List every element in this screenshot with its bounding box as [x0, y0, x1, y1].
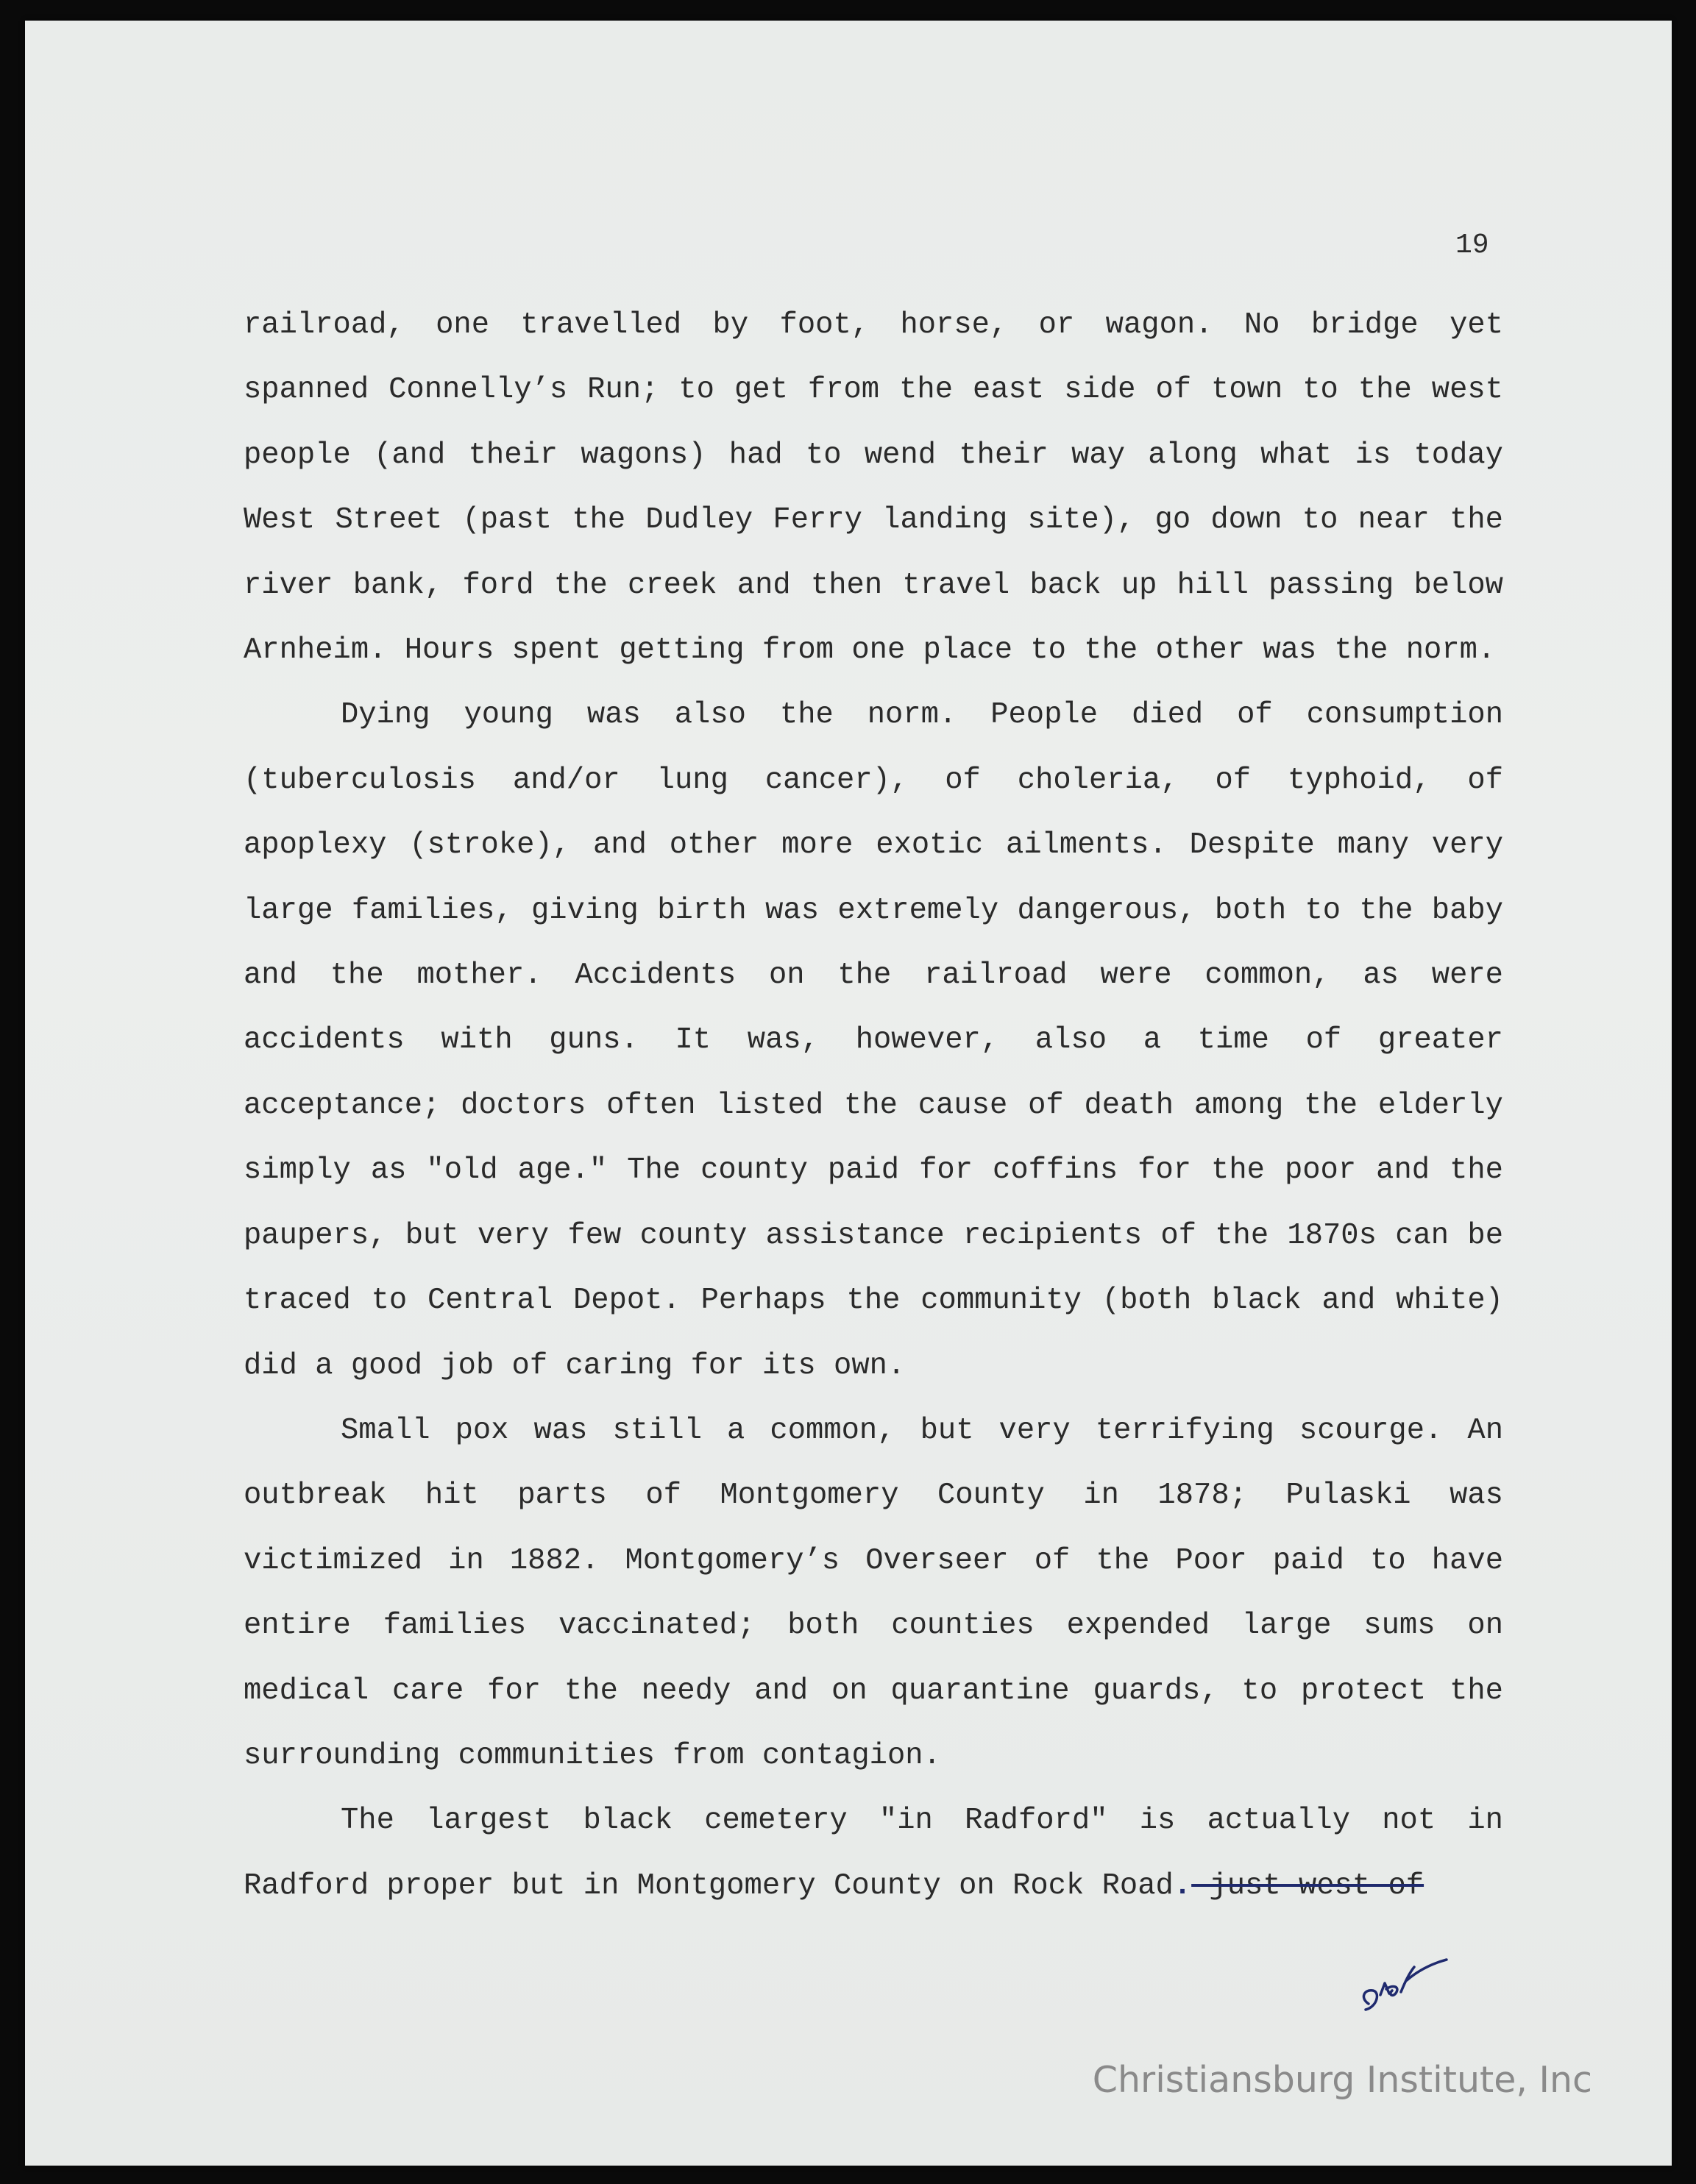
paragraph-3: Small pox was still a common, but very terrifying scourge. An outbreak hit parts of Montgomery County in 1878; Pulaski was victimized in 1882. Montgomery’s Overseer of the Poor paid to have entire families vaccinated; both counties expended large sums on medical care for the needy and on quarantine guards, to protect the surrounding communities from contagion. [244, 1413, 1503, 1773]
body-text [244, 293, 1503, 1918]
paragraph-1: railroad, one travelled by foot, horse, or wagon. No bridge yet spanned Connelly’s Run; to get from the east side of town to the west people (and their wagons) had to wend their way along what is today West Street (past the Dudley Ferry landing site), go down to near the river bank, ford the creek and then travel back up hill passing below Arnheim. Hours spent getting from one place to the other was the norm. [244, 308, 1503, 668]
document-page [25, 21, 1672, 2166]
struck-through-text: just west of [1191, 1868, 1424, 1903]
watermark: Christiansburg Institute, Inc [1092, 2059, 1592, 2101]
paragraph-4 [244, 1788, 1503, 1918]
handwritten-stet-annotation [1355, 1946, 1458, 2020]
page-number: 19 [1455, 230, 1489, 261]
paragraph-2: Dying young was also the norm. People died of consumption (tuberculosis and/or lung cancer), of choleria, of typhoid, of apoplexy (stroke), and other more exotic ailments. Despite many very large families, giving birth was extremely dangerous, both to the baby and the mother. Accidents on the railroad were common, as were accidents with guns. It was, however, also a time of greater acceptance; doctors often listed the cause of death among the elderly simply as "old age." The county paid for coffins for the poor and the paupers, but very few county assistance recipients of the 1870s can be traced to Central Depot. Perhaps the community (both black and white) did a good job of caring for its own. [244, 698, 1503, 1383]
inserted-period-mark: . [1173, 1868, 1192, 1903]
paragraph-4-text: The largest black cemetery "in Radford" is actually not in Radford proper but in Montgomery County on Rock Road [244, 1804, 1503, 1903]
